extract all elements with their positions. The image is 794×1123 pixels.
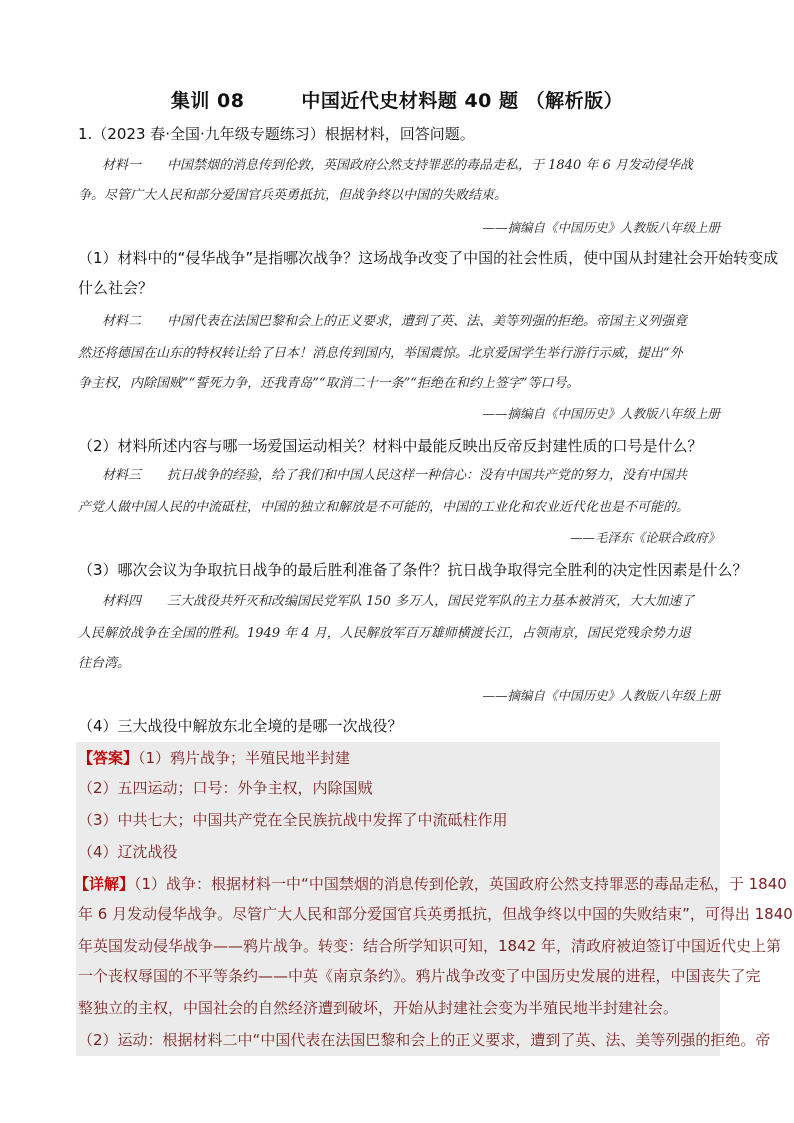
material-2-line-1: 材料二 中国代表在法国巴黎和会上的正义要求，遭到了英、法、美等列强的拒绝。帝国主义列强竟 [102, 314, 688, 329]
material-1-line-2: 争。尽管广大人民和部分爱国官兵英勇抵抗，但战争终以中国的失败结束。 [78, 188, 508, 203]
question-3: （3）哪次会议为争取抗日战争的最后胜利准备了条件？抗日战争取得完全胜利的决定性因素是什么？ [78, 561, 748, 579]
material-3-line-2: 产党人做中国人民的中流砥柱，中国的独立和解放是不可能的，中国的工业化和农业近代化也是不可能的。 [78, 500, 690, 515]
material-4-line-3: 往台湾。 [78, 656, 131, 671]
material-3-line-1: 材料三 抗日战争的经验，给了我们和中国人民这样一种信心：没有中国共产党的努力，没有中国共 [102, 468, 688, 483]
answer-3: （3）中共七大；中国共产党在全民族抗战中发挥了中流砥柱作用 [78, 811, 508, 829]
detail-label: 【详解】 [74, 875, 135, 893]
material-2-line-2: 然还将德国在山东的特权转让给了日本！消息传到国内，举国震惊。北京爱国学生举行游行示威，提出“外 [78, 346, 683, 361]
material-3-source: ——毛泽东《论联合政府》 [569, 530, 720, 545]
title-part1: 集训 08 [170, 90, 245, 112]
question-4: （4）三大战役中解放东北全境的是哪一次战役？ [78, 717, 403, 735]
answer-label: 【答案】 [78, 749, 139, 767]
question-1-line-2: 什么社会？ [78, 279, 154, 297]
detail-line-1 [74, 874, 787, 894]
answer-line-1 [78, 748, 720, 768]
page-title [0, 86, 794, 113]
material-1-source: ——摘编自《中国历史》人教版八年级上册 [482, 220, 720, 235]
answer-2: （2）五四运动；口号：外争主权，内除国贼 [78, 779, 373, 797]
detail-p1-line-2: 年 6 月发动侵华战争。尽管广大人民和部分爱国官兵英勇抵抗，但战争终以中国的失败结束”，可得出 1840 [78, 905, 793, 923]
detail-p1-line-4: 一个丧权辱国的不平等条约——中英《南京条约》。鸦片战争改变了中国历史发展的进程，中国丧失了完 [78, 967, 761, 985]
material-1-line-1: 材料一 中国禁烟的消息传到伦敦，英国政府公然支持罪恶的毒品走私，于 1840 年 6 月发动侵华战 [102, 158, 693, 173]
material-2-source: ——摘编自《中国历史》人教版八年级上册 [482, 406, 720, 421]
material-4-line-2: 人民解放战争在全国的胜利。1949 年 4 月，人民解放军百万雄师横渡长江，占领南京，国民党残余势力退 [78, 626, 691, 641]
detail-p2-line-1: （2）运动：根据材料二中“中国代表在法国巴黎和会上的正义要求，遭到了英、法、美等列强的拒绝。帝 [78, 1031, 771, 1049]
question-1-line-1: （1）材料中的“侵华战争”是指哪次战争？这场战争改变了中国的社会性质，使中国从封建社会开始转变成 [78, 249, 779, 267]
detail-p1-line-3: 年英国发动侵华战争——鸦片战争。转变：结合所学知识可知，1842 年，清政府被迫签订中国近代史上第 [78, 937, 781, 955]
material-4-source: ——摘编自《中国历史》人教版八年级上册 [482, 688, 720, 703]
detail-p1-line-1: （1）战争：根据材料一中“中国禁烟的消息传到伦敦，英国政府公然支持罪恶的毒品走私，于 1840 [134, 875, 787, 893]
title-part2: 中国近代史材料题 40 题 （解析版） [301, 90, 624, 112]
answer-4: （4）辽沈战役 [78, 843, 178, 861]
detail-p1-line-5: 整独立的主权，中国社会的自然经济遭到破坏，开始从封建社会变为半殖民地半封建社会。 [78, 999, 679, 1017]
answer-1: （1）鸦片战争；半殖民地半封建 [138, 749, 351, 767]
question-2: （2）材料所述内容与哪一场爱国运动相关？材料中最能反映出反帝反封建性质的口号是什么？ [78, 437, 703, 455]
material-2-line-3: 争主权，内除国贼”“誓死力争，还我青岛”“取消二十一条”“拒绝在和约上签字”等口号。 [78, 376, 580, 391]
question-stem: 1.（2023 春·全国·九年级专题练习）根据材料，回答问题。 [78, 125, 475, 143]
material-4-line-1: 材料四 三大战役共歼灭和改编国民党军队 150 多万人，国民党军队的主力基本被消灭，大大加速了 [102, 594, 695, 609]
